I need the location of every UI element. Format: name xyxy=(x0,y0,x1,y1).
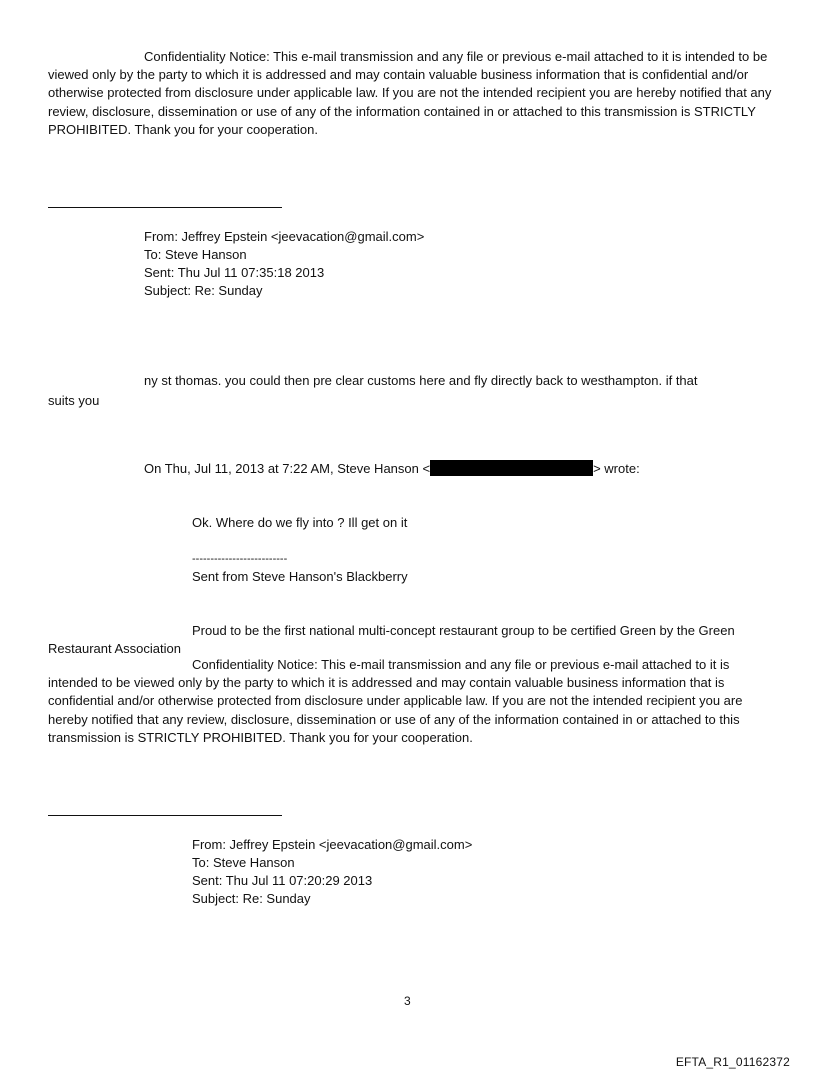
green-statement-cont: Restaurant Association xyxy=(48,641,181,656)
quote-intro xyxy=(144,460,640,478)
redaction-box xyxy=(430,460,593,476)
quote-intro-suffix: > wrote: xyxy=(593,461,640,476)
header-to: To: Steve Hanson xyxy=(192,855,295,870)
message-body-line: suits you xyxy=(48,393,100,408)
header-subject: Subject: Re: Sunday xyxy=(144,283,263,298)
confidentiality-notice: Confidentiality Notice: This e-mail transmission and any file or previous e-mail attached to it is intended to be viewed only by the party to which it is addressed and may contain valuable business information that is confidential and/or otherwise protected from disclosure under applicable law. If you are not the intended recipient you are hereby notified that any review, disclosure, dissemination or use of any of the information contained in or attached to this transmission is STRICTLY PROHIBITED. Thank you for your cooperation. xyxy=(48,49,772,137)
divider-line xyxy=(48,207,282,208)
reply-text: Ok. Where do we fly into ? Ill get on it xyxy=(192,515,408,530)
header-subject: Subject: Re: Sunday xyxy=(192,891,311,906)
confidentiality-notice: Confidentiality Notice: This e-mail transmission and any file or previous e-mail attached to it is intended to be viewed only by the party to which it is addressed and may contain valuable business information that is confidential and/or otherwise protected from disclosure under applicable law. If you are not the intended recipient you are hereby notified that any review, disclosure, dissemination or use of any of the information contained in or attached to this transmission is STRICTLY PROHIBITED. Thank you for your cooperation. xyxy=(48,657,743,745)
divider-line xyxy=(48,815,282,816)
signature-divider: -------------------------- xyxy=(192,553,288,565)
page-number: 3 xyxy=(404,994,411,1008)
document-id: EFTA_R1_01162372 xyxy=(675,1055,790,1069)
message-body-line: ny st thomas. you could then pre clear customs here and fly directly back to westhampton. if that xyxy=(144,373,698,388)
green-statement: Proud to be the first national multi-concept restaurant group to be certified Green by the Green xyxy=(192,623,735,638)
signature-text: Sent from Steve Hanson's Blackberry xyxy=(192,569,408,584)
header-sent: Sent: Thu Jul 11 07:20:29 2013 xyxy=(192,873,373,888)
header-to: To: Steve Hanson xyxy=(144,247,247,262)
header-from: From: Jeffrey Epstein <jeevacation@gmail.com> xyxy=(144,229,425,244)
header-sent: Sent: Thu Jul 11 07:35:18 2013 xyxy=(144,265,325,280)
header-from: From: Jeffrey Epstein <jeevacation@gmail.com> xyxy=(192,837,473,852)
quote-intro-prefix: On Thu, Jul 11, 2013 at 7:22 AM, Steve Hanson < xyxy=(144,461,431,476)
